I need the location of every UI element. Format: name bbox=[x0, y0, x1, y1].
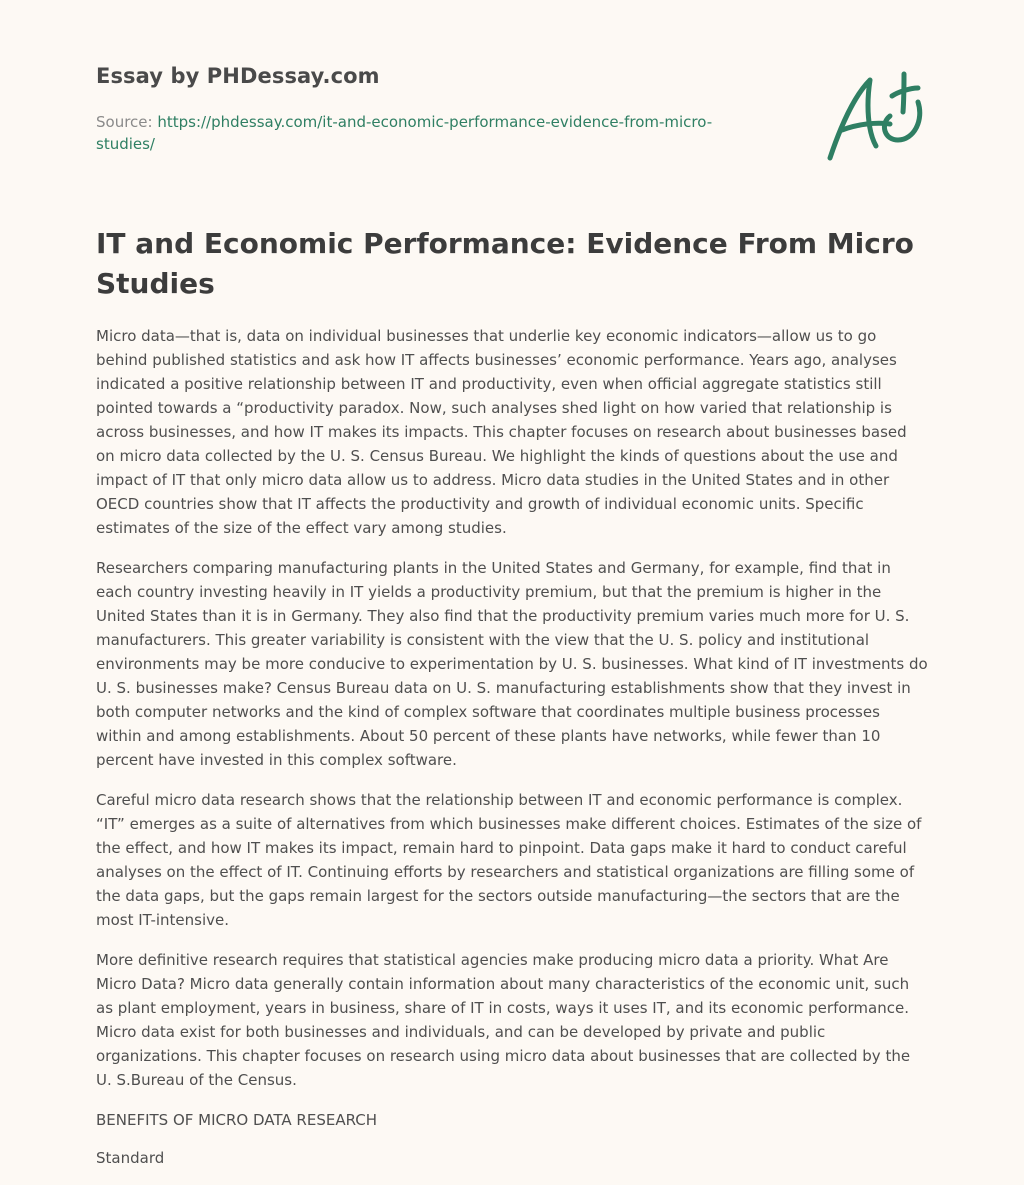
essay-title: IT and Economic Performance: Evidence From Micro Studies bbox=[96, 227, 914, 300]
a-plus-logo-icon bbox=[818, 66, 928, 166]
section-heading: BENEFITS OF MICRO DATA RESEARCH bbox=[96, 1111, 378, 1129]
source-line bbox=[96, 111, 736, 155]
paragraph: Micro data—that is, data on individual businesses that underlie key economic indicators—allow us to go behind published statistics and ask how IT affects businesses’ economic performance. Years ago, analyses indicated a positive relationship between IT and productivity, even when official aggregate statistics still pointed towards a “productivity paradox. Now, such analyses shed light on how varied that relationship is across businesses, and how IT makes its impacts. This chapter focuses on research about businesses based on micro data collected by the U. S. Census Bureau. We highlight the kinds of questions about the use and impact of IT that only micro data allow us to address. Micro data studies in the United States and in other OECD countries show that IT affects the productivity and growth of individual economic units. Specific estimates of the size of the effect vary among studies. bbox=[96, 327, 907, 537]
trailing-text: Standard bbox=[96, 1149, 165, 1167]
paragraph: Careful micro data research shows that the relationship between IT and economic performance is complex. “IT” emerges as a suite of alternatives from which businesses make different choices. Estimates of the size of the effect, and how IT makes its impact, remain hard to pinpoint. Data gaps make it hard to conduct careful analyses on the effect of IT. Continuing efforts by researchers and statistical organizations are filling some of the data gaps, but the gaps remain largest for the sectors outside manufacturing—the sectors that are the most IT-intensive. bbox=[96, 791, 922, 929]
essay-body bbox=[96, 324, 930, 1184]
source-label: Source: bbox=[96, 113, 158, 131]
paragraph: More definitive research requires that statistical agencies make producing micro data a priority. What Are Micro Data? Micro data generally contain information about many characteristics of the economic unit, such as plant employment, years in business, share of IT in costs, ways it uses IT, and its economic performance. Micro data exist for both businesses and individuals, and can be developed by private and public organizations. This chapter focuses on research using micro data about businesses that are collected by the U. S.Bureau of the Census. bbox=[96, 951, 911, 1089]
site-title: Essay by PHDessay.com bbox=[96, 64, 380, 88]
paragraph: Researchers comparing manufacturing plants in the United States and Germany, for example, find that in each country investing heavily in IT yields a productivity premium, but that the premium is higher in the United States than it is in Germany. They also find that the productivity premium varies much more for U. S. manufacturers. This greater variability is consistent with the view that the U. S. policy and institutional environments may be more conducive to experimentation by U. S. businesses. What kind of IT investments do U. S. businesses make? Census Bureau data on U. S. manufacturing establishments show that they invest in both computer networks and the kind of complex software that coordinates multiple business processes within and among establishments. About 50 percent of these plants have networks, while fewer than 10 percent have invested in this complex software. bbox=[96, 559, 928, 769]
source-link[interactable]: https://phdessay.com/it-and-economic-performance-evidence-from-micro-studies/ bbox=[96, 113, 713, 153]
